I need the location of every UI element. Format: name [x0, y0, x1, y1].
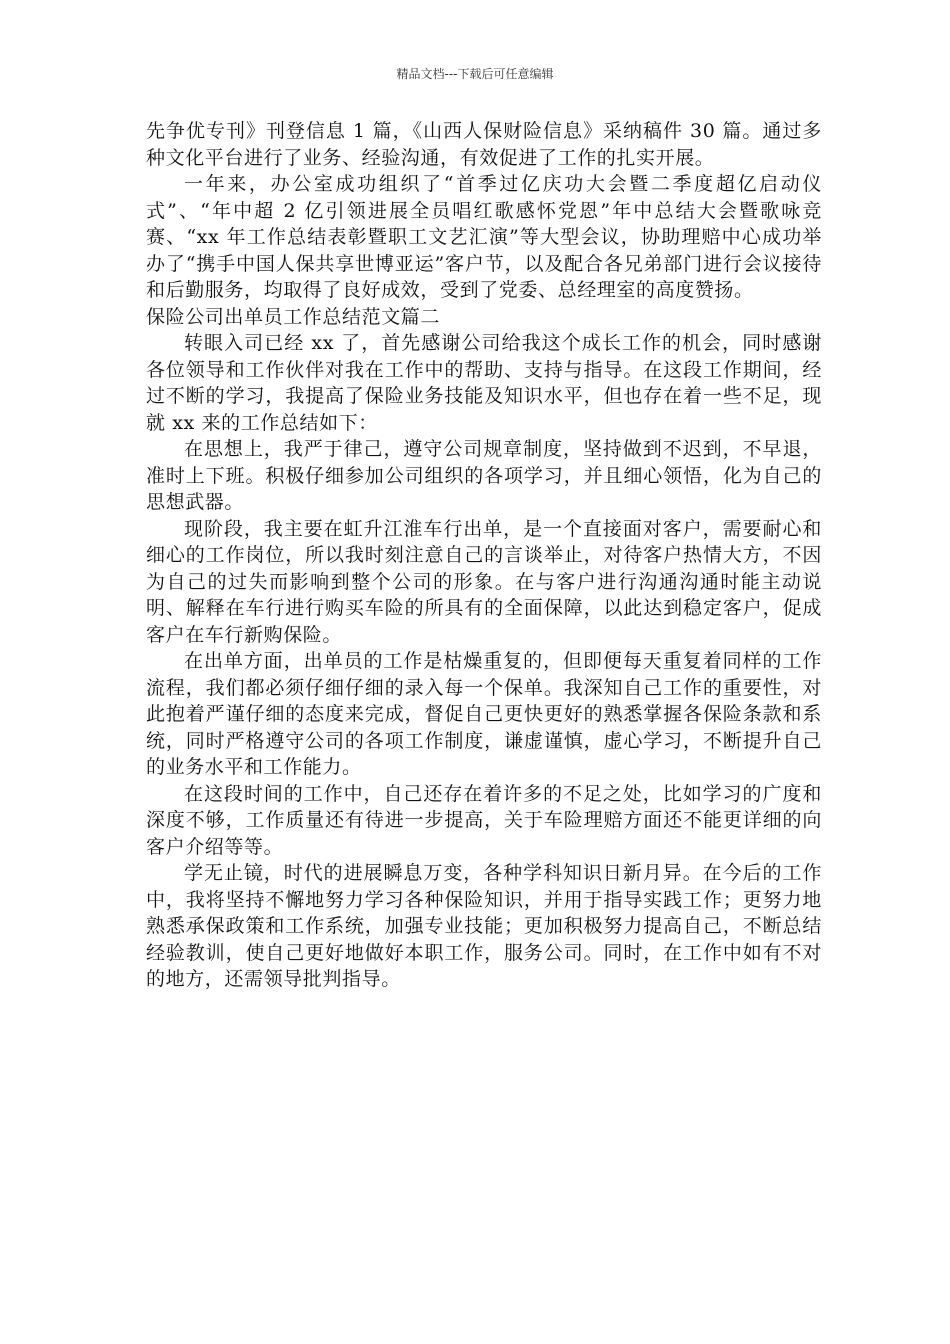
document-body: [146, 118, 822, 993]
paragraph: 转眼入司已经 xx 了，首先感谢公司给我这个成长工作的机会，同时感谢各位领导和工作伙伴对我在工作中的帮助、支持与指导。在这段工作期间，经过不断的学习，我提高了保险业务技能及知识水平，但也存在着一些不足，现就 xx 来的工作总结如下：: [146, 332, 822, 434]
paragraph-continued: 先争优专刊》刊登信息 1 篇，《山西人保财险信息》采纳稿件 30 篇。通过多种文化平台进行了业务、经验沟通，有效促进了工作的扎实开展。: [146, 120, 822, 169]
paragraph: 学无止镜，时代的进展瞬息万变，各种学科知识日新月异。在今后的工作中，我将坚持不懈地努力学习各种保险知识，并用于指导实践工作；更努力地熟悉承保政策和工作系统，加强专业技能；更加积极努力提高自己，不断总结经验教训，使自己更好地做好本职工作，服务公司。同时，在工作中如有不对的地方，还需领导批判指导。: [146, 862, 822, 990]
section-heading: 保险公司出单员工作总结范文篇二: [146, 305, 441, 328]
paragraph: 在出单方面，出单员的工作是枯燥重复的，但即便每天重复着同样的工作流程，我们都必须仔细仔细的录入每一个保单。我深知自己工作的重要性，对此抱着严谨仔细的态度来完成，督促自己更快更好的熟悉掌握各保险条款和系统，同时严格遵守公司的各项工作制度，谦虚谨慎，虚心学习，不断提升自己的业务水平和工作能力。: [146, 650, 822, 778]
paragraph: 在这段时间的工作中，自己还存在着许多的不足之处，比如学习的广度和深度不够，工作质量还有待进一步提高，关于车险理赔方面还不能更详细的向客户介绍等等。: [146, 782, 822, 858]
paragraph: 在思想上，我严于律己，遵守公司规章制度，坚持做到不迟到，不早退，准时上下班。积极仔细参加公司组织的各项学习，并且细心领悟，化为自己的思想武器。: [146, 438, 822, 513]
paragraph: 一年来，办公室成功组织了“首季过亿庆功大会暨二季度超亿启动仪式”、“年中超 2 亿引领进展全员唱红歌感怀党恩”年中总结大会暨歌咏竞赛、“xx 年工作总结表彰暨职工文艺汇演”等大型会议，协助理赔中心成功举办了“携手中国人保共享世博亚运”客户节，以及配合各兄弟部门进行会议接待和后勤服务，均取得了良好成效，受到了党委、总经理室的高度赞扬。: [146, 173, 822, 301]
page-header: 精品文档---下载后可任意编辑: [396, 67, 554, 81]
paragraph: 现阶段，我主要在虹升江淮车行出单，是一个直接面对客户，需要耐心和细心的工作岗位，所以我时刻注意自己的言谈举止，对待客户热情大方，不因为自己的过失而影响到整个公司的形象。在与客户进行沟通沟通时能主动说明、解释在车行进行购买车险的所具有的全面保障，以此达到稳定客户，促成客户在车行新购保险。: [146, 517, 822, 646]
